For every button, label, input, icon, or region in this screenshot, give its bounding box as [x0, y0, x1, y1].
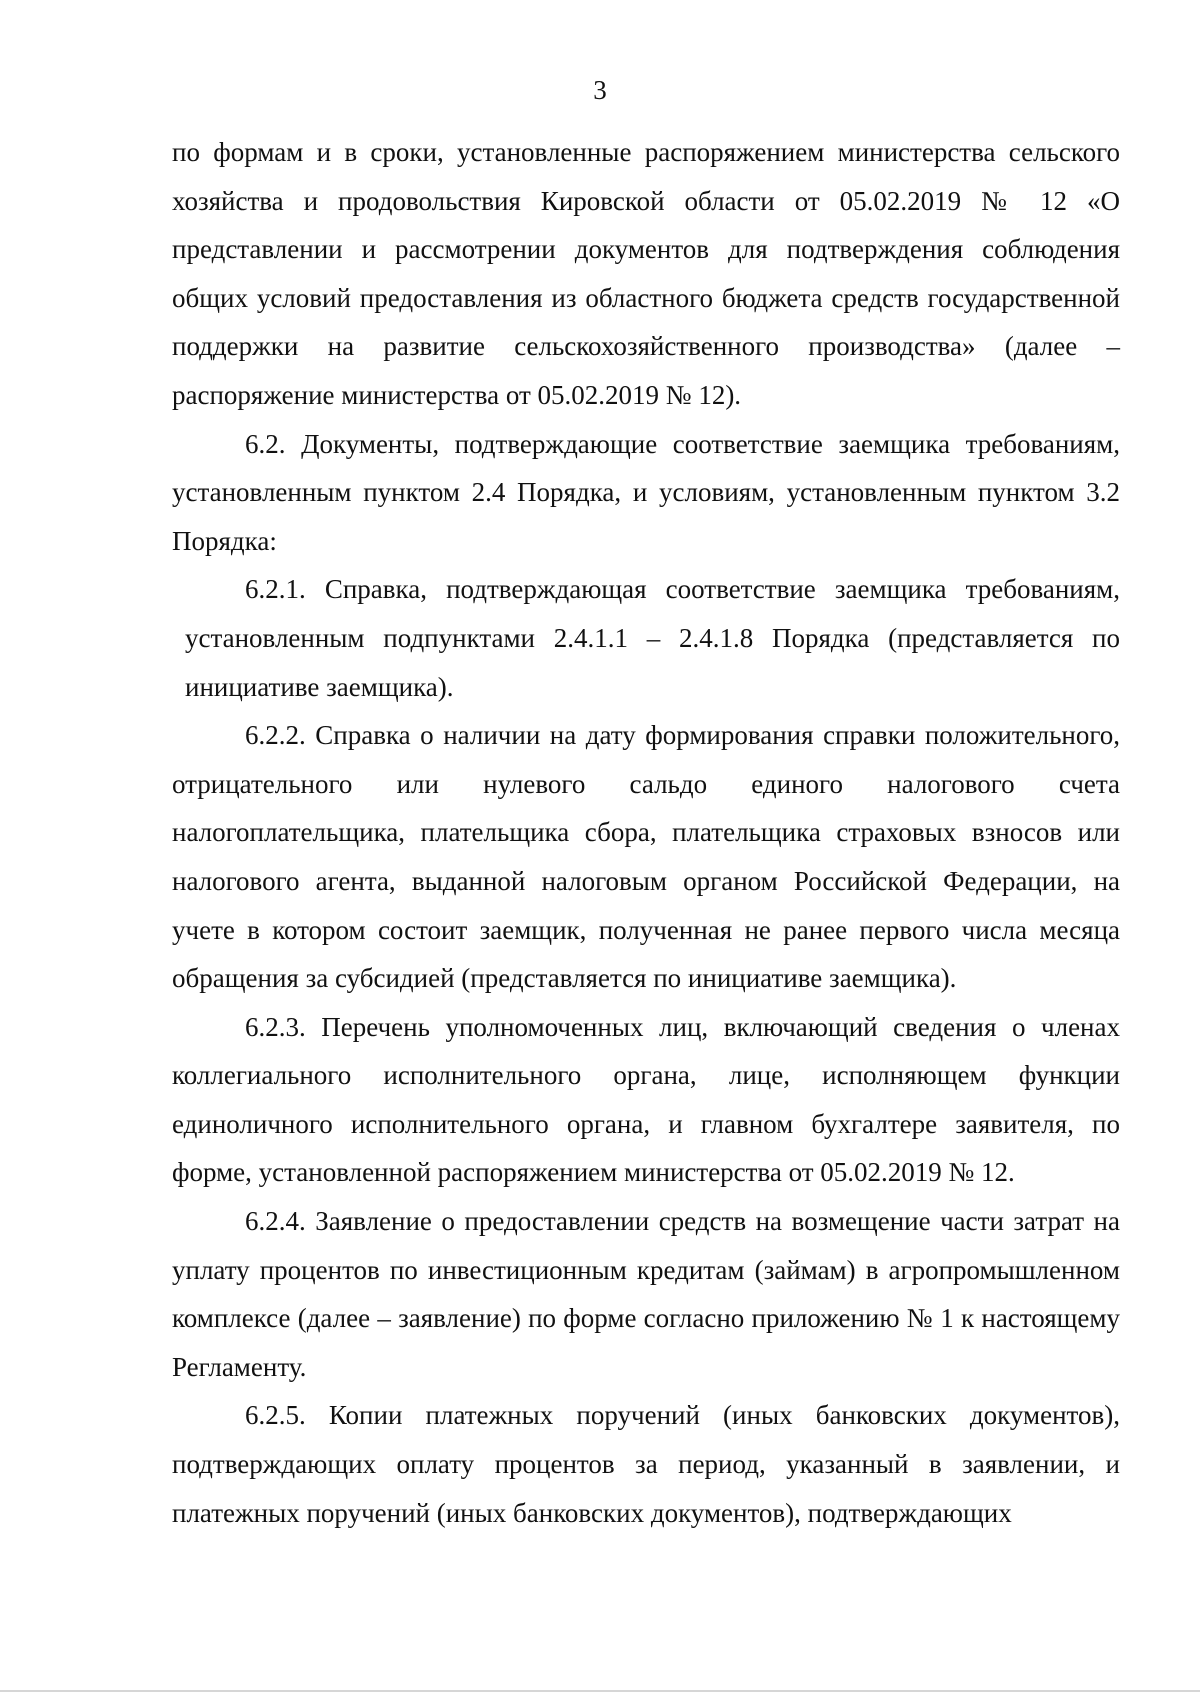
page-bottom-edge — [0, 1690, 1200, 1692]
paragraph-6-2: 6.2. Документы, подтверждающие соответствие заемщика требованиям, установленным пунктом 2.4 Порядка, и условиям, установленным пунктом 3.2 Порядка: — [172, 428, 1120, 556]
paragraph-6-2-1: 6.2.1. Справка, подтверждающая соответствие заемщика требованиям, установленным подпунктами 2.4.1.1 – 2.4.1.8 Порядка (представляется по инициативе заемщика). — [185, 574, 1120, 702]
document-body — [172, 128, 1120, 1537]
paragraph-6-2-5: 6.2.5. Копии платежных поручений (иных банковских документов), подтверждающих оплату процентов за период, указанный в заявлении, и платежных поручений (иных банковских документов), подтверждающих — [172, 1400, 1120, 1528]
page-number: 3 — [593, 75, 607, 105]
paragraph-6-2-4: 6.2.4. Заявление о предоставлении средств на возмещение части затрат на уплату процентов по инвестиционным кредитам (займам) в агропромышленном комплексе (далее – заявление) по форме согласно приложению № 1 к настоящему Регламенту. — [172, 1206, 1120, 1382]
paragraph-continuation: по формам и в сроки, установленные распоряжением министерства сельского хозяйства и продовольствия Кировской области от 05.02.2019 № 12 «О представлении и рассмотрении документов для подтверждения соблюдения общих условий предоставления из областного бюджета средств государственной поддержки на развитие сельскохозяйственного производства» (далее – распоряжение министерства от 05.02.2019 № 12). — [172, 137, 1120, 410]
paragraph-6-2-3: 6.2.3. Перечень уполномоченных лиц, включающий сведения о членах коллегиального исполнительного органа, лице, исполняющем функции единоличного исполнительного органа, и главном бухгалтере заявителя, по форме, установленной распоряжением министерства от 05.02.2019 № 12. — [172, 1011, 1120, 1188]
paragraph-6-2-2: 6.2.2. Справка о наличии на дату формирования справки положительного, отрицательного или нулевого сальдо единого налогового счета налогоплательщика, плательщика сбора, плательщика страховых взносов или налогового агента, выданной налоговым органом Российской Федерации, на учете в котором состоит заемщик, полученная не ранее первого числа месяца обращения за субсидией (представляется по инициативе заемщика). — [172, 720, 1120, 994]
